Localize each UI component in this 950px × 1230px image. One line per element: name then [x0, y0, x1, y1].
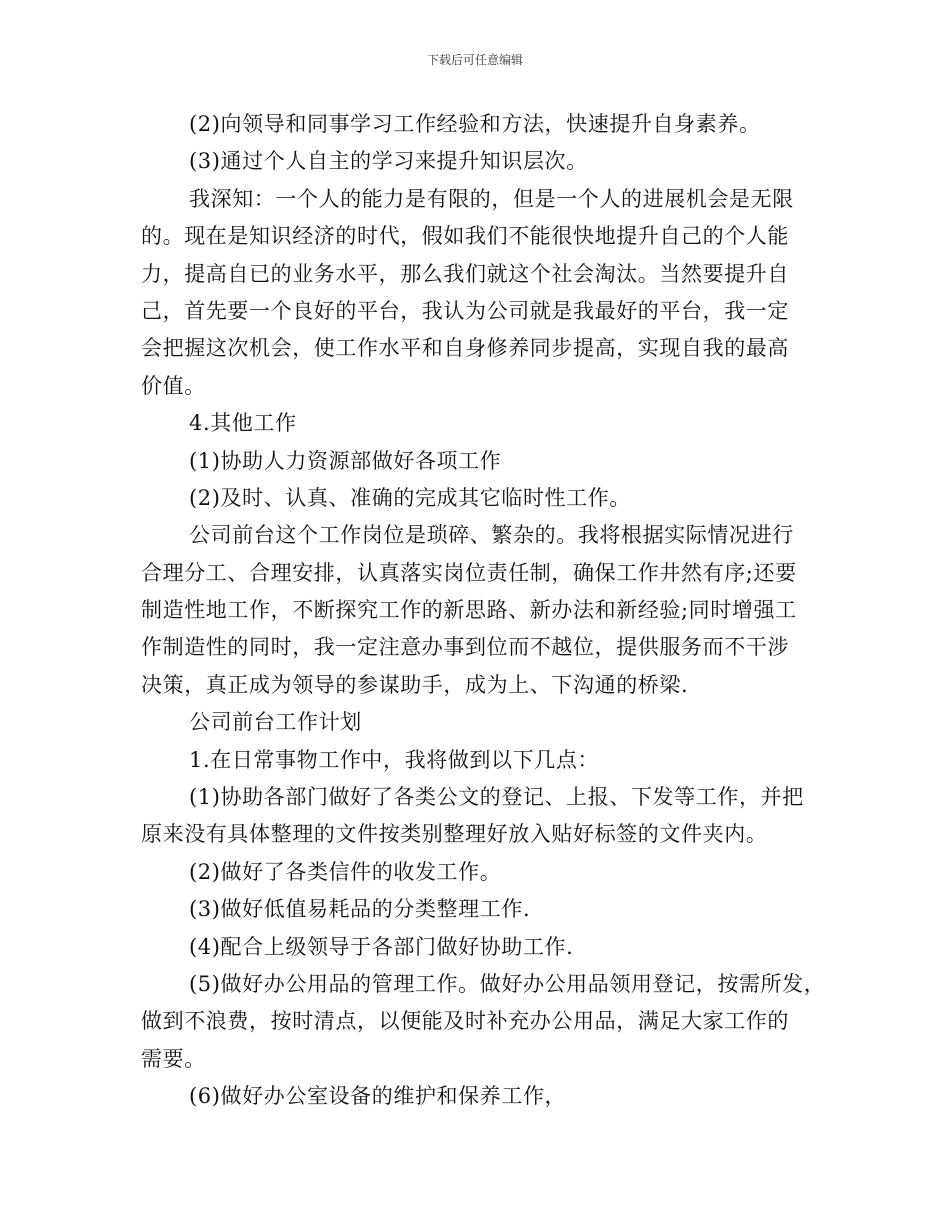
text-line: 4.其他工作 — [189, 411, 297, 436]
text-line: 我深知：一个人的能力是有限的，但是一个人的进展机会是无限 — [189, 186, 794, 211]
text-line: 作制造性的同时，我一定注意办事到位而不越位，提供服务而不干涉 — [141, 635, 789, 660]
text-line: (2)向领导和同事学习工作经验和方法，快速提升自身素养。 — [189, 112, 761, 136]
text-line: (3)通过个人自主的学习来提升知识层次。 — [189, 149, 588, 174]
text-line: 决策，真正成为领导的参谋助手，成为上、下沟通的桥梁. — [141, 672, 689, 697]
text-line: 公司前台这个工作岗位是琐碎、繁杂的。我将根据实际情况进行 — [189, 523, 794, 548]
page-header: 下载后可任意编辑 — [426, 53, 523, 67]
text-line: 会把握这次机会，使工作水平和自身修养同步提高，实现自我的最高 — [141, 336, 789, 361]
text-line: 制造性地工作，不断探究工作的新思路、新办法和新经验;同时增强工 — [141, 598, 797, 623]
text-line: 己，首先要一个良好的平台，我认为公司就是我最好的平台，我一定 — [141, 298, 789, 323]
text-line: 1.在日常事物工作中，我将做到以下几点： — [189, 747, 600, 772]
text-line: (4)配合上级领导于各部门做好协助工作. — [189, 934, 574, 959]
text-line: 公司前台工作计划 — [189, 710, 362, 735]
text-line: (2)做好了各类信件的收发工作。 — [189, 859, 502, 884]
document-body — [141, 106, 826, 1116]
text-line: (1)协助各部门做好了各类公文的登记、上报、下发等工作，并把 — [189, 785, 804, 810]
text-line: 合理分工、合理安排，认真落实岗位责任制，确保工作井然有序;还要 — [141, 560, 797, 585]
text-line: 需要。 — [141, 1046, 206, 1071]
text-line: (6)做好办公室设备的维护和保养工作， — [189, 1084, 567, 1109]
text-line: 的。现在是知识经济的时代，假如我们不能很快地提升自己的个人能 — [141, 224, 789, 249]
text-line: (5)做好办公用品的管理工作。做好办公用品领用登记，按需所发， — [189, 971, 826, 996]
text-line: 价值。 — [141, 373, 206, 398]
text-line: (1)协助人力资源部做好各项工作 — [189, 448, 502, 473]
text-line: 原来没有具体整理的文件按类别整理好放入贴好标签的文件夹内。 — [141, 822, 768, 847]
text-line: 做到不浪费，按时清点，以便能及时补充办公用品，满足大家工作的 — [141, 1009, 789, 1034]
text-line: (2)及时、认真、准确的完成其它临时性工作。 — [189, 485, 631, 510]
text-line: 力，提高自已的业务水平，那么我们就这个社会淘汰。当然要提升自 — [141, 261, 789, 286]
text-line: (3)做好低值易耗品的分类整理工作. — [189, 897, 531, 922]
